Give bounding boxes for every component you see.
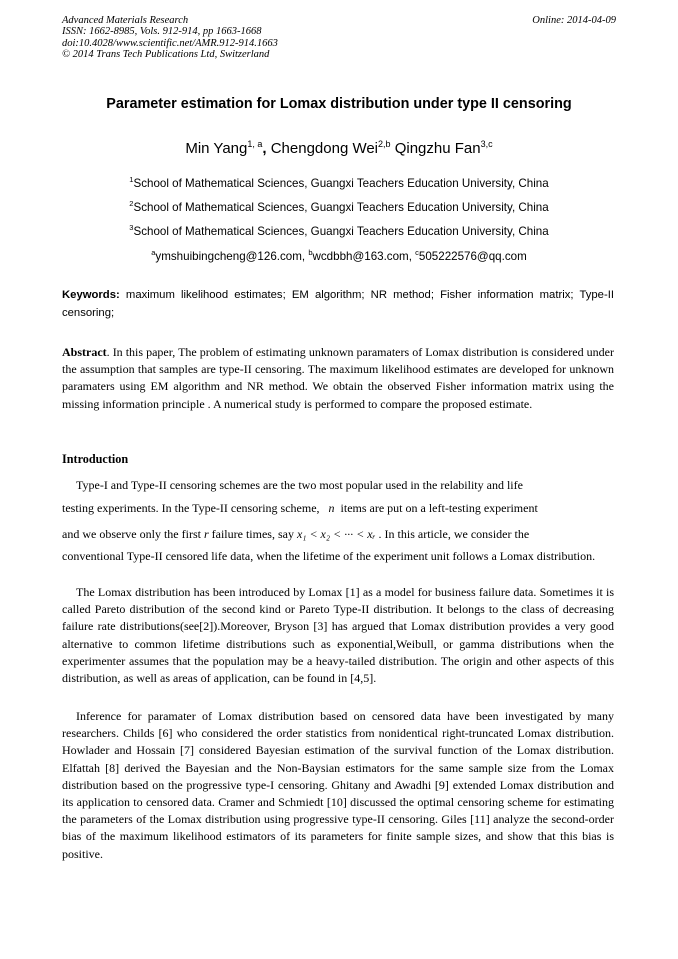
- doi-line: doi:10.4028/www.scientific.net/AMR.912-914.1663: [62, 37, 278, 49]
- math-n: n: [328, 500, 335, 515]
- email-link[interactable]: ymshuibingcheng@126.com,: [155, 250, 309, 263]
- email-list: $^a$ymshuibingcheng@126.com, $^b$wcdbbh@163.com, $^c$505222576@qq.com: [151, 248, 527, 263]
- author-name: Qingzhu Fan: [394, 140, 481, 157]
- intro-paragraph-3: Inference for paramater of Lomax distribution based on censored data have been investigated by many researchers. Childs [6] who considered the order statistics from nonidentical right-truncated Lomax distribution. Howlader and Hossain [7] considered Bayesian estimation of the survival function of the Lomax distribution. Elfattah [8] derived the Bayesian and the Non-Baysian estimators for the same sample size from the Lomax distribution based on the progressive type-I censoring. Ghitany and Awadhi [9] extended Lomax distribution and its application to censored data. Cramer and Schmiedt [10] discussed the optimal censoring scheme for estimating the parameters of the Lomax distribution using progressive type-II censoring. Giles [11] analyze the second-order bias of the maximum likelihood estimators of its parameters for finite sample sizes, and show that this bias is positive.: [62, 709, 614, 861]
- journal-name: Advanced Materials Research: [62, 15, 189, 26]
- keywords-text: maximum likelihood estimates; EM algorithm; NR method; Fisher information matrix; Type-II censoring;: [62, 289, 614, 319]
- affiliation-1: $^1$School of Mathematical Sciences, Guangxi Teachers Education University, China: [129, 175, 549, 190]
- abstract-label: Abstract: [62, 345, 107, 359]
- online-date: Online: 2014-04-09: [532, 15, 616, 26]
- math-order-statistics: x₁ < x₂ < ··· < xᵣ: [296, 526, 376, 541]
- email-link[interactable]: wcdbbh@163.com,: [312, 250, 416, 263]
- affiliation-2: $^2$School of Mathematical Sciences, Guangxi Teachers Education University, China: [129, 199, 549, 214]
- issn-line: ISSN: 1662-8985, Vols. 912-914, pp 1663-1668: [62, 26, 262, 38]
- keywords-label: Keywords:: [62, 289, 120, 301]
- author-name: Min Yang: [185, 140, 248, 157]
- affiliation-3: $^3$School of Mathematical Sciences, Guangxi Teachers Education University, China: [129, 223, 549, 238]
- author-sup: 1, a: [247, 139, 263, 149]
- intro-paragraph-1-continued: conventional Type-II censored life data, when the lifetime of the experiment unit follows a Lomax distribution.: [62, 549, 596, 563]
- paper-title: Parameter estimation for Lomax distribution under type II censoring: [106, 96, 572, 112]
- math-r: r: [203, 526, 209, 541]
- abstract: [62, 344, 614, 413]
- copyright-line: © 2014 Trans Tech Publications Ltd, Switzerland: [62, 48, 270, 60]
- author-sup: 2,b: [378, 139, 391, 149]
- author-list: Min Yang$^{1, a}$, Chengdong Wei$^{2,b}$ Qingzhu Fan$^{3,c}$: [185, 139, 493, 157]
- journal-header: [62, 15, 278, 60]
- section-heading-introduction: Introduction: [62, 452, 129, 466]
- intro-paragraph-2: The Lomax distribution has been introduced by Lomax [1] as a model for business failure data. Sometimes it is called Pareto distribution of the second kind or Pareto Type-II distribution. It belongs to the class of decreasing failure rate distributions(see[2]).Moreover, Bryson [3] has argued that Lomax distribution provides a very good alternative to common lifetime distributions such as exponential,Weibull, or gamma distributions when the experimenter assumes that the population may be a heavy-tailed distribution. The origin and other aspects of this distribution, as well as areas of application, can be found in [4,5].: [62, 585, 614, 686]
- abstract-text: . In this paper, The problem of estimating unknown paramaters of Lomax distribution is considered under the assumption that samples are type-II censoring. The maximum likelihood estimates are developed for unknown paramaters using EM algorithm and NR method. We obtain the observed Fisher information matrix using the missing information principle . A numerical study is performed to compare the proposed estimate.: [62, 345, 614, 411]
- author-sup: 3,c: [480, 139, 493, 149]
- author-name: Chengdong Wei: [270, 140, 379, 157]
- email-link[interactable]: 505222576@qq.com: [418, 250, 527, 263]
- keywords: [62, 287, 614, 322]
- intro-paragraph-1: Type-I and Type-II censoring schemes are the two most popular used in the relability and life testing experiments. In the Type-II censoring scheme, n items are put on a left-testing experiment and we observe only the first r failure times, say x₁ < x₂ < ··· < xᵣ . In this article, we consider the: [62, 478, 538, 541]
